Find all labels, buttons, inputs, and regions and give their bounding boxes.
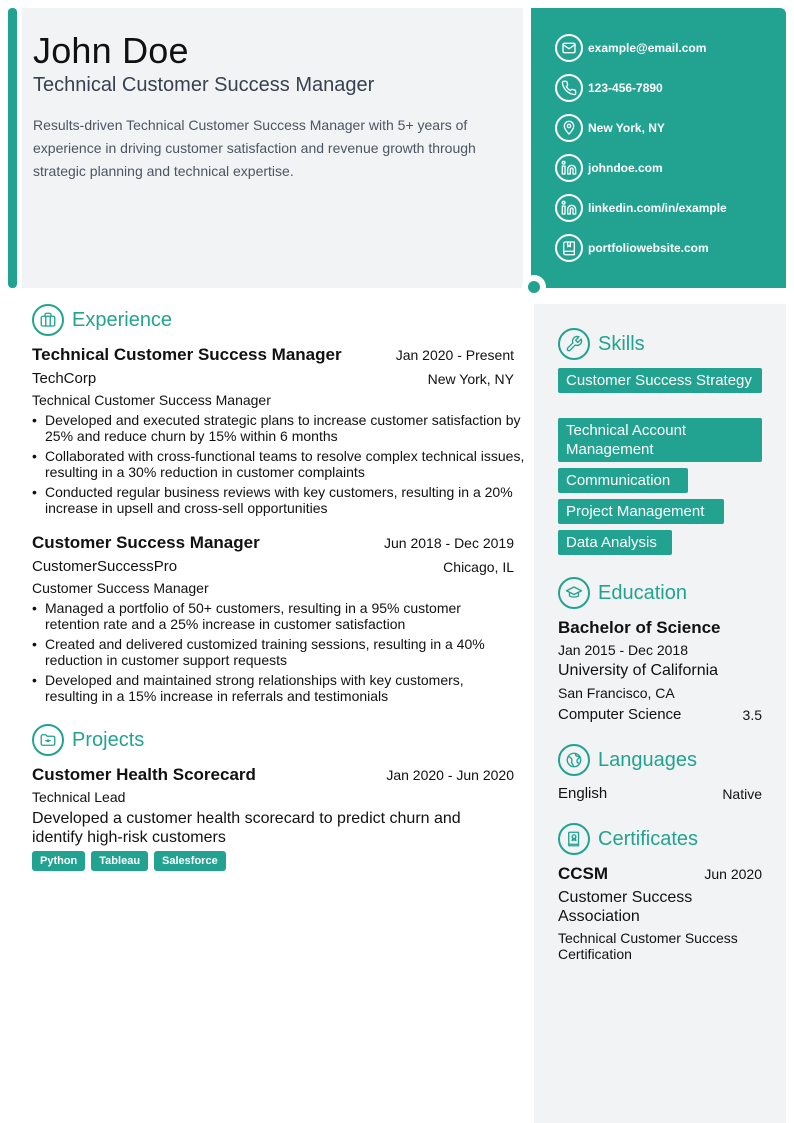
certificate-description: Technical Customer Success Certification [558,930,738,962]
job-role: Technical Customer Success Manager [32,392,271,408]
email-icon [555,34,583,62]
certificate-book-icon [558,823,590,855]
linkedin-icon [555,154,583,182]
contact-linkedin-text: linkedin.com/in/example [588,201,727,215]
connector-dot [528,281,540,293]
project-tag: Python [32,851,85,871]
skill-tag: Customer Success Strategy [558,368,762,393]
skills-heading [558,328,645,360]
certificates-title: Certificates [598,827,699,850]
language-level: Native [722,786,762,802]
skill-tag: Technical Account Management [558,418,762,462]
job-bullet: • Collaborated with cross-functional teams to resolve complex technical issues, resulting in a 30% reduction in customer complaints [45,448,533,480]
certificate-issuer: Customer Success Association [558,889,693,925]
candidate-title: Technical Customer Success Manager [33,74,375,96]
projects-heading [32,724,144,756]
skills-title: Skills [598,332,645,355]
summary: Results-driven Technical Customer Success Manager with 5+ years of experience in driving customer satisfaction and revenue growth through strategic planning and technical expertise. [33,117,476,179]
contact-phone-text: 123-456-7890 [588,81,663,95]
skill-tag: Data Analysis [558,530,672,555]
job-bullet: • Created and delivered customized training sessions, resulting in a 40% reduction in customer support requests [45,636,515,668]
location-icon [555,114,583,142]
job-title: Customer Success Manager [32,533,260,552]
job-bullets [32,412,533,520]
skill-tag: Project Management [558,499,724,524]
education-school: University of California [558,662,719,679]
contact-phone[interactable] [555,72,663,104]
education-degree: Bachelor of Science [558,618,721,637]
certificate-date: Jun 2020 [704,866,762,882]
project-dates: Jan 2020 - Jun 2020 [386,767,514,783]
experience-heading [32,304,172,336]
education-gpa: 3.5 [742,707,762,723]
contact-location [555,112,665,144]
languages-heading [558,744,697,776]
project-description: Developed a customer health scorecard to predict churn and identify high-risk customers [32,810,461,846]
contact-portfolio[interactable] [555,232,709,264]
education-heading [558,577,687,609]
graduation-cap-icon [558,577,590,609]
skill-tag: Communication [558,468,688,493]
languages-title: Languages [598,748,697,771]
contact-panel [531,8,786,288]
candidate-name: John Doe [33,30,189,71]
job-location: New York, NY [427,371,514,387]
job-bullet: • Developed and maintained strong relationships with key customers, resulting in a 15% increase in referrals and testimonials [45,672,515,704]
job-bullet: • Developed and executed strategic plans to increase customer satisfaction by 25% and reduce churn by 15% within 6 months [45,412,533,444]
contact-location-text: New York, NY [588,121,665,135]
job-dates: Jan 2020 - Present [395,347,514,363]
job-location: Chicago, IL [443,559,514,575]
contact-linkedin[interactable] [555,192,727,224]
contact-email-text: example@email.com [588,41,707,55]
projects-title: Projects [72,728,145,751]
experience-title: Experience [72,308,173,331]
certificate-name: CCSM [558,864,609,883]
education-location: San Francisco, CA [558,685,675,701]
job-title: Technical Customer Success Manager [32,345,342,364]
project-tag: Salesforce [154,851,226,871]
job-dates: Jun 2018 - Dec 2019 [384,535,514,551]
folder-icon [32,724,64,756]
briefcase-icon [32,304,64,336]
education-dates: Jan 2015 - Dec 2018 [558,642,688,658]
globe-icon [558,744,590,776]
linkedin-icon [555,194,583,222]
project-role: Technical Lead [32,789,126,805]
job-company: CustomerSuccessPro [32,558,178,575]
accent-bar [8,8,17,288]
education-title: Education [598,581,687,604]
project-tag: Tableau [91,851,148,871]
portfolio-icon [555,234,583,262]
language-name: English [558,785,608,802]
certificates-heading [558,823,698,855]
contact-website-text: johndoe.com [588,161,663,175]
job-bullet: • Conducted regular business reviews with key customers, resulting in a 20% increase in upsell and cross-sell opportunities [45,484,533,516]
wrench-icon [558,328,590,360]
job-company: TechCorp [32,370,97,387]
contact-portfolio-text: portfoliowebsite.com [588,241,709,255]
job-bullet: • Managed a portfolio of 50+ customers, resulting in a 95% customer retention rate and a 25% increase in customer satisfaction [45,600,515,632]
education-field: Computer Science [558,706,682,723]
job-bullets [32,600,515,708]
job-role: Customer Success Manager [32,580,209,596]
phone-icon [555,74,583,102]
project-tags [32,851,232,871]
project-title: Customer Health Scorecard [32,765,256,784]
contact-email[interactable] [555,32,706,64]
contact-website[interactable] [555,152,663,184]
